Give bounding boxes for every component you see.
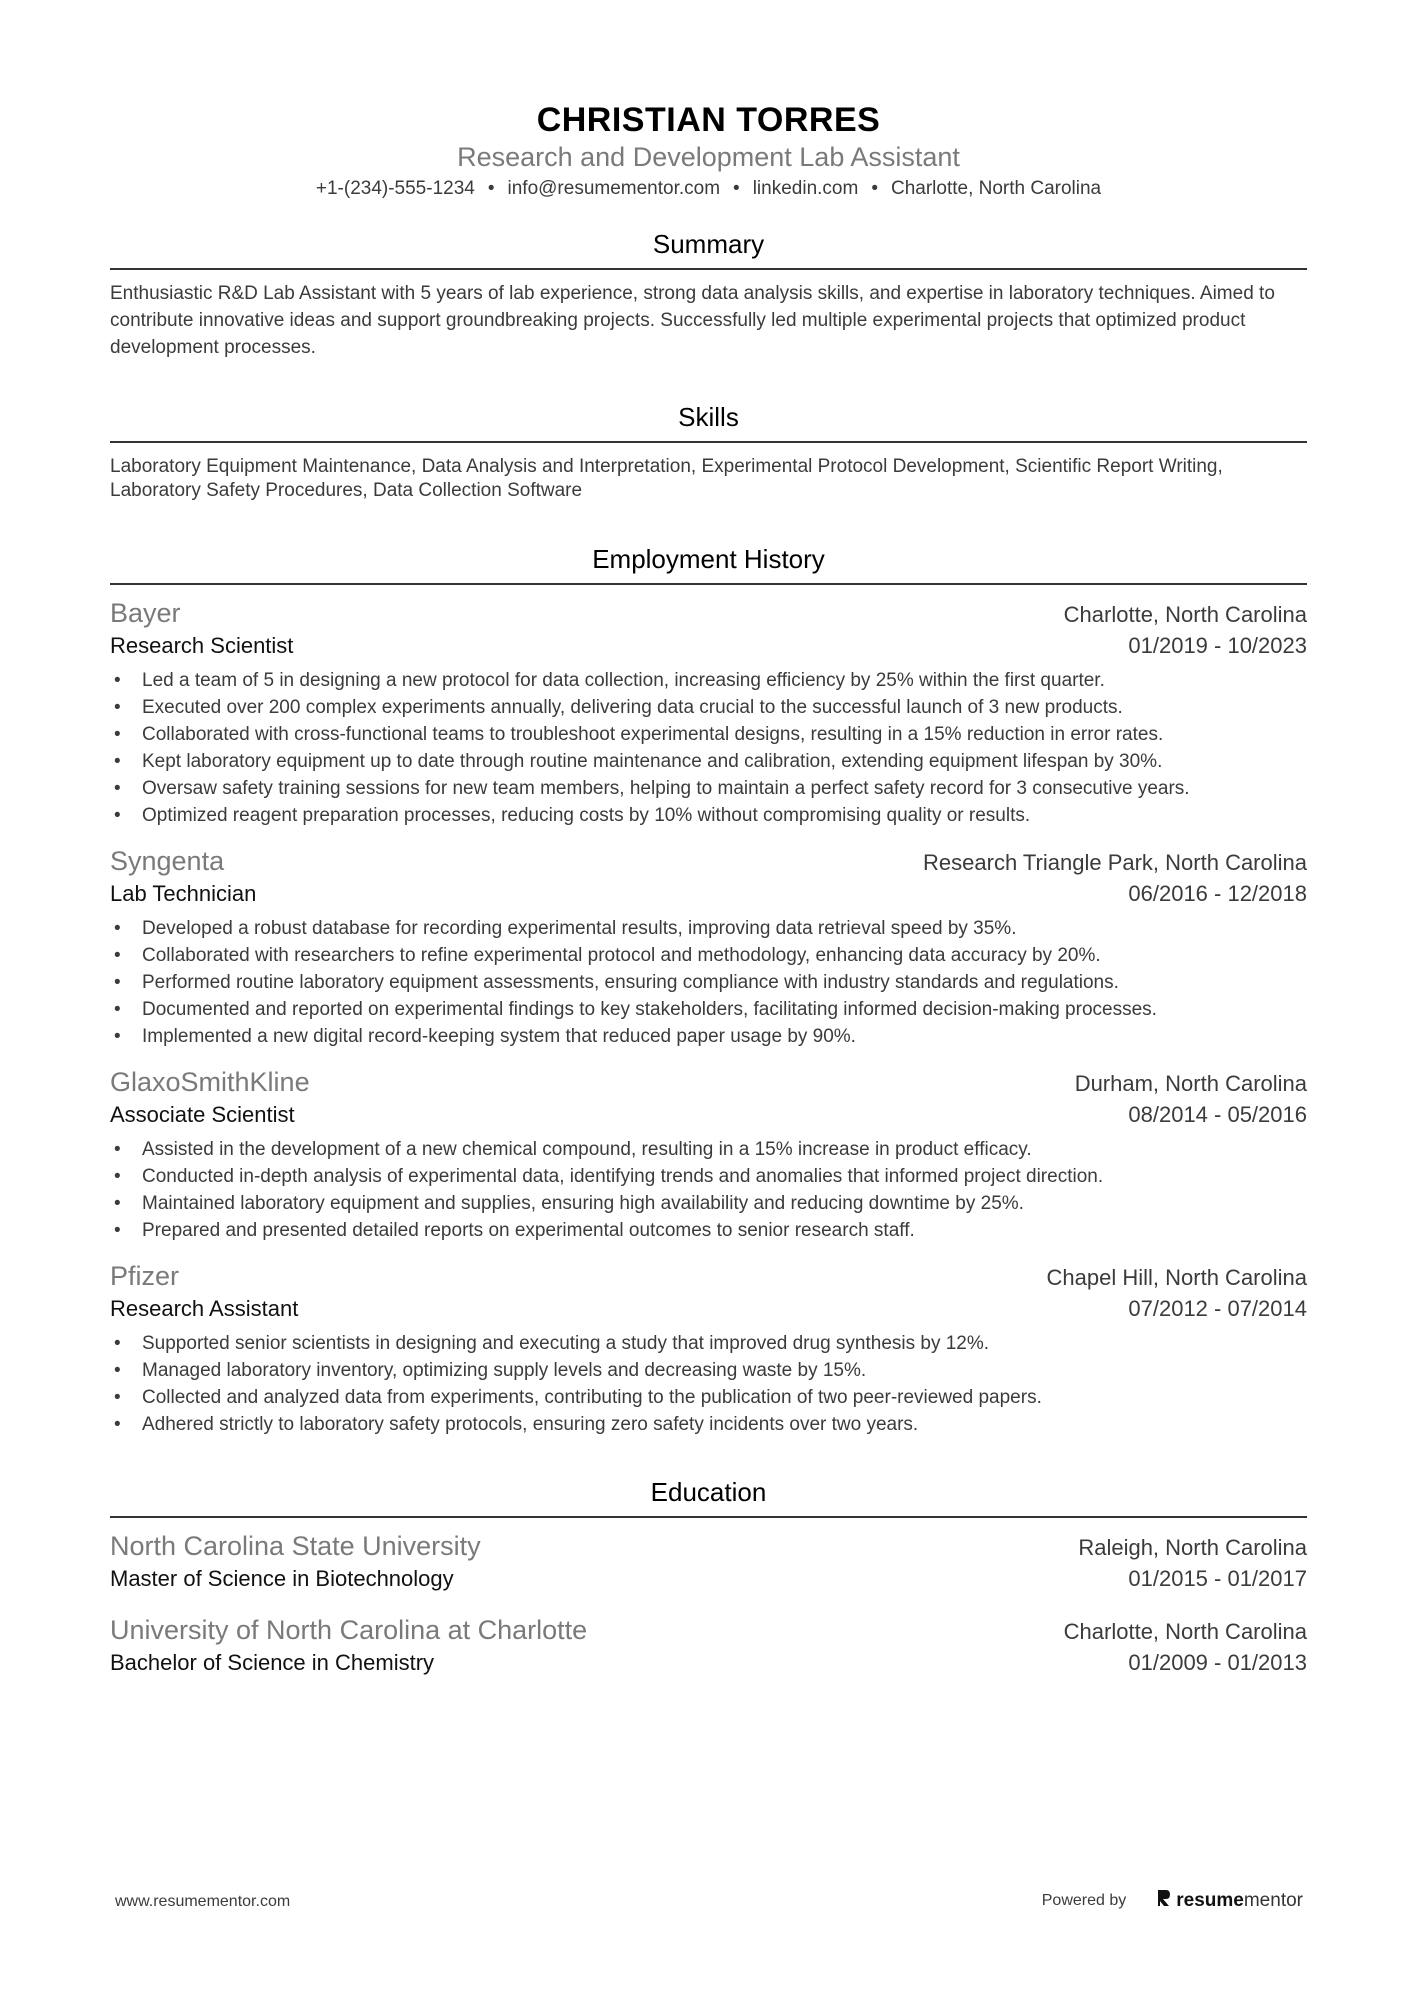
contact-line [110,176,1307,202]
contact-location: Charlotte, North Carolina [890,178,1102,199]
brand-logo[interactable] [1156,1888,1303,1914]
job-location: Research Triangle Park, North Carolina [923,850,1307,875]
job-role: Lab Technician [110,881,257,906]
job-entry [110,595,1307,829]
employment-section [110,543,1307,1438]
skills-heading: Skills [110,401,1307,443]
job-bullets [110,915,1307,1050]
job-bullet: • Conducted in-depth analysis of experimental data, identifying trends and anomalies that informed project direction. [110,1163,1307,1190]
job-role: Research Scientist [110,633,294,658]
degree-name: Master of Science in Biotechnology [110,1566,454,1591]
summary-section [110,228,1307,361]
degree-name: Bachelor of Science in Chemistry [110,1650,435,1675]
job-bullet: • Collected and analyzed data from experiments, contributing to the publication of two peer-reviewed papers. [110,1384,1307,1411]
job-location: Durham, North Carolina [1074,1071,1307,1096]
summary-heading: Summary [110,228,1307,270]
job-bullet: • Assisted in the development of a new chemical compound, resulting in a 15% increase in product efficacy. [110,1136,1307,1163]
job-bullet: • Prepared and presented detailed reports on experimental outcomes to senior research staff. [110,1217,1307,1244]
powered-by-label: Powered by [1041,1892,1127,1909]
candidate-name: CHRISTIAN TORRES [536,101,881,139]
skills-text: Laboratory Equipment Maintenance, Data Analysis and Interpretation, Experimental Protocol Development, Scientific Report Writing, Laboratory Safety Procedures, Data Collection Software [110,456,1223,501]
job-bullet: • Collaborated with researchers to refine experimental protocol and methodology, enhancing data accuracy by 20%. [110,942,1307,969]
job-bullets [110,667,1307,829]
candidate-title: Research and Development Lab Assistant [457,142,960,172]
job-bullets [110,1330,1307,1438]
job-location: Chapel Hill, North Carolina [1046,1265,1307,1290]
footer-website[interactable]: www.resumementor.com [115,1893,291,1910]
job-bullet: • Maintained laboratory equipment and supplies, ensuring high availability and reducing downtime by 25%. [110,1190,1307,1217]
skills-section [110,401,1307,503]
education-entry [110,1612,1307,1678]
job-bullet: • Implemented a new digital record-keeping system that reduced paper usage by 90%. [110,1023,1307,1050]
job-role: Associate Scientist [110,1102,295,1127]
school-name: University of North Carolina at Charlotte [110,1615,588,1645]
education-heading: Education [110,1476,1307,1518]
education-dates: 01/2015 - 01/2017 [1128,1566,1307,1591]
job-bullet: • Performed routine laboratory equipment assessments, ensuring compliance with industry standards and regulations. [110,969,1307,996]
school-name: North Carolina State University [110,1531,481,1561]
job-dates: 06/2016 - 12/2018 [1128,881,1307,906]
job-bullet: • Documented and reported on experimental findings to key stakeholders, facilitating informed decision-making processes. [110,996,1307,1023]
job-bullet: • Adhered strictly to laboratory safety protocols, ensuring zero safety incidents over two years. [110,1411,1307,1438]
contact-email[interactable]: info@resumementor.com [507,178,721,199]
job-bullet: • Supported senior scientists in designing and executing a study that improved drug synthesis by 12%. [110,1330,1307,1357]
job-entry [110,1258,1307,1438]
job-company: Syngenta [110,846,225,876]
job-company: GlaxoSmithKline [110,1067,310,1097]
job-bullet: • Oversaw safety training sessions for new team members, helping to maintain a perfect safety record for 3 consecutive years. [110,775,1307,802]
job-bullets [110,1136,1307,1244]
job-role: Research Assistant [110,1296,299,1321]
employment-heading: Employment History [110,543,1307,585]
job-bullet: • Led a team of 5 in designing a new protocol for data collection, increasing efficiency by 25% within the first quarter. [110,667,1307,694]
school-location: Charlotte, North Carolina [1063,1619,1307,1644]
brand-text-bold: resume [1176,1890,1244,1911]
job-bullet: • Collaborated with cross-functional teams to troubleshoot experimental designs, resulting in a 15% reduction in error rates. [110,721,1307,748]
job-company: Bayer [110,598,181,628]
job-company: Pfizer [110,1261,180,1291]
brand-text-light: mentor [1243,1890,1303,1911]
job-bullet: • Developed a robust database for recording experimental results, improving data retrieval speed by 35%. [110,915,1307,942]
separator-dot: • [733,178,740,199]
job-dates: 08/2014 - 05/2016 [1128,1102,1307,1127]
education-entry [110,1528,1307,1594]
resumementor-logo-icon [1156,1888,1172,1914]
summary-text: Enthusiastic R&D Lab Assistant with 5 years of lab experience, strong data analysis skills, and expertise in laboratory techniques. Aimed to contribute innovative ideas and support groundbreaking projects. Successfully led multiple experimental projects that optimized product development processes. [110,283,1275,358]
education-section [110,1476,1307,1678]
job-bullet: • Managed laboratory inventory, optimizing supply levels and decreasing waste by 15%. [110,1357,1307,1384]
contact-phone: +1-(234)-555-1234 [315,178,475,199]
job-bullet: • Executed over 200 complex experiments annually, delivering data crucial to the successful launch of 3 new products. [110,694,1307,721]
resume-header [110,0,1307,202]
job-entry [110,1064,1307,1244]
contact-linkedin[interactable]: linkedin.com [752,178,859,199]
job-bullet: • Optimized reagent preparation processes, reducing costs by 10% without compromising quality or results. [110,802,1307,829]
education-dates: 01/2009 - 01/2013 [1128,1650,1307,1675]
job-dates: 01/2019 - 10/2023 [1128,633,1307,658]
separator-dot: • [871,178,878,199]
job-dates: 07/2012 - 07/2014 [1128,1296,1307,1321]
resume-page [110,0,1307,1678]
footer-branding [1042,1888,1303,1914]
school-location: Raleigh, North Carolina [1078,1535,1307,1560]
job-location: Charlotte, North Carolina [1063,602,1307,627]
job-bullet: • Kept laboratory equipment up to date through routine maintenance and calibration, extending equipment lifespan by 30%. [110,748,1307,775]
job-entry [110,843,1307,1050]
separator-dot: • [487,178,495,199]
